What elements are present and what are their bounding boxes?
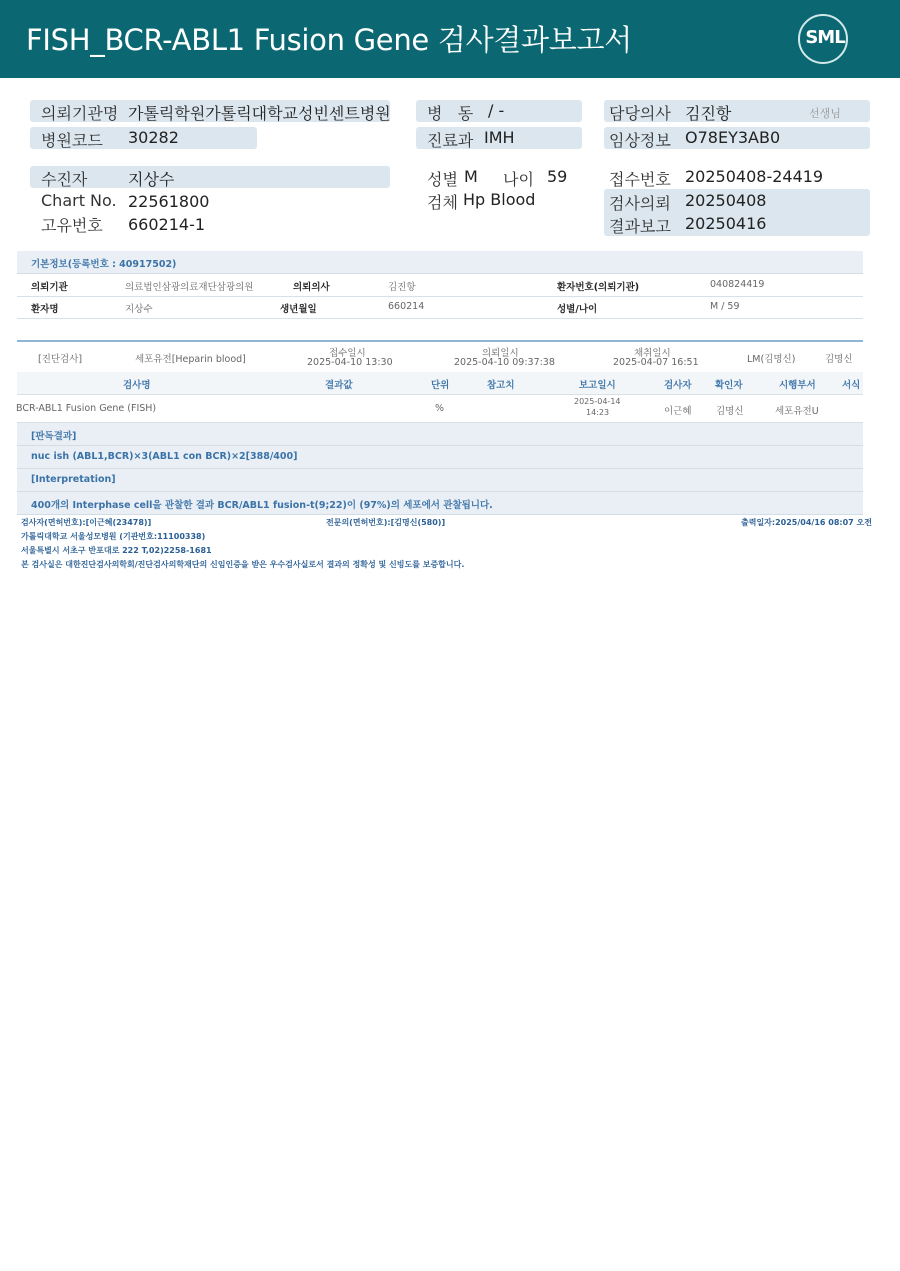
col-header: 확인자 (715, 380, 743, 391)
basic-value: 660214 (388, 301, 425, 312)
basic-info-title: 기본정보(등록번호 : 40917502) (31, 259, 177, 270)
patient-label: 수진자 (41, 170, 88, 189)
col-header: 참고치 (487, 380, 515, 391)
clinical-info-label: 임상정보 (609, 131, 671, 150)
footer-printed: 출력일자:2025/04/16 08:07 오전 (741, 518, 872, 527)
result-confirmer: 김명신 (716, 406, 744, 417)
col-header: 시행부서 (779, 380, 816, 391)
requested-label: 의뢰일시 (482, 348, 519, 359)
basic-info-title-bar (17, 251, 863, 274)
lm-value: LM(김명신) (747, 354, 796, 365)
col-header: 단위 (431, 380, 450, 391)
basic-label: 의뢰기관 (31, 282, 68, 293)
result-row (17, 395, 863, 423)
received-label: 접수일시 (329, 348, 366, 359)
report-date-value: 20250416 (685, 214, 767, 233)
institution-value: 가톨릭학원가톨릭대학교성빈센트병원 (128, 104, 391, 123)
result-report-date: 2025-04-14 (574, 397, 621, 406)
institution-label: 의뢰기관명 (41, 104, 119, 123)
result-text-bar (17, 446, 863, 469)
result-dept: 세포유전U (775, 406, 819, 417)
interp-text-bar (17, 492, 863, 515)
hospital-code-value: 30282 (128, 128, 179, 147)
result-text: nuc ish (ABL1,BCR)×3(ABL1 con BCR)×2[388/400] (31, 451, 298, 462)
basic-info-row (17, 296, 863, 319)
exam-info-row (17, 340, 863, 374)
basic-label: 환자번호(의뢰기관) (557, 282, 640, 293)
basic-label: 생년월일 (280, 304, 317, 315)
age-label: 나이 (503, 170, 534, 189)
interp-text: 400개의 Interphase cell을 관찰한 결과 BCR/ABL1 fusion-t(9;22)이 (97%)의 세포에서 관찰됩니다. (31, 500, 493, 511)
collected-value: 2025-04-07 16:51 (613, 357, 699, 368)
exam-specimen: 세포유전[Heparin blood] (135, 354, 246, 365)
basic-label: 환자명 (31, 304, 59, 315)
receipt-no-label: 접수번호 (609, 170, 671, 189)
result-report-time: 14:23 (586, 408, 610, 417)
report-header (0, 0, 900, 78)
sex-label: 성별 (427, 170, 458, 189)
report-title: FISH_BCR-ABL1 Fusion Gene 검사결과보고서 (26, 23, 632, 57)
sml-logo (798, 14, 852, 64)
sex-value: M (464, 167, 478, 186)
doctor-suffix: 선생님 (809, 107, 841, 120)
result-unit: % (435, 403, 445, 414)
specimen-value: Hp Blood (463, 190, 536, 209)
basic-value: M / 59 (710, 301, 740, 312)
received-value: 2025-04-10 13:30 (307, 357, 393, 368)
doctor-value: 김진항 (685, 104, 732, 123)
col-header: 보고일시 (579, 380, 616, 391)
patient-value: 지상수 (128, 170, 175, 189)
footer-cert: 본 검사실은 대한진단검사의학회/진단검사의학재단의 신임인증을 받은 우수검사실로서 결과의 정확성 및 신빙도를 보증합니다. (21, 560, 465, 569)
footer-tester: 검사자(면허번호):[이근혜(23478)] (21, 518, 152, 527)
receipt-no-value: 20250408-24419 (685, 167, 824, 186)
col-header: 검사자 (664, 380, 692, 391)
request-date-value: 20250408 (685, 191, 767, 210)
result-tester: 이근혜 (664, 406, 692, 417)
basic-value: 의료법인삼광의료재단삼광의원 (125, 282, 254, 293)
basic-label: 의뢰의사 (293, 282, 330, 293)
doctor-label: 담당의사 (609, 104, 671, 123)
lm-name: 김명신 (825, 354, 853, 365)
basic-value: 김진항 (388, 282, 416, 293)
department-label: 진료과 (427, 131, 474, 150)
col-header: 서식 (842, 380, 861, 391)
request-date-label: 검사의뢰 (609, 194, 671, 213)
chart-no-value: 22561800 (128, 192, 210, 211)
result-header-row (17, 372, 863, 395)
basic-info-row (17, 274, 863, 297)
col-header: 결과값 (325, 380, 353, 391)
unique-no-value: 660214-1 (128, 215, 206, 234)
footer-specialist: 전문의(면허번호):[김명신(580)] (326, 518, 446, 527)
interp-heading-bar (17, 469, 863, 492)
collected-label: 채취일시 (634, 348, 671, 359)
hospital-code-label: 병원코드 (41, 131, 103, 150)
interp-heading: [Interpretation] (31, 474, 116, 485)
basic-value: 지상수 (125, 304, 153, 315)
basic-label: 성별/나이 (557, 304, 598, 315)
ward-label: 병 동 (427, 104, 474, 123)
chart-no-label: Chart No. (41, 191, 117, 210)
requested-value: 2025-04-10 09:37:38 (454, 357, 555, 368)
result-name: BCR-ABL1 Fusion Gene (FISH) (16, 403, 157, 414)
exam-category: [진단검사] (38, 354, 83, 365)
result-heading-bar (17, 423, 863, 446)
department-value: IMH (484, 128, 515, 147)
result-heading: [판독결과] (31, 431, 77, 442)
age-value: 59 (547, 167, 568, 186)
unique-no-label: 고유번호 (41, 216, 103, 235)
logo-text: SML (805, 27, 845, 48)
ward-value: / - (488, 101, 505, 120)
footer-hospital: 가톨릭대학교 서울성모병원 (기관번호:11100338) (21, 532, 206, 541)
col-header: 검사명 (123, 380, 151, 391)
specimen-label: 검체 (427, 193, 458, 212)
basic-value: 040824419 (710, 279, 765, 290)
footer-address: 서울특별시 서초구 반포대로 222 T,02)2258-1681 (21, 546, 212, 555)
clinical-info-value: O78EY3AB0 (685, 128, 781, 147)
report-date-label: 결과보고 (609, 217, 671, 236)
